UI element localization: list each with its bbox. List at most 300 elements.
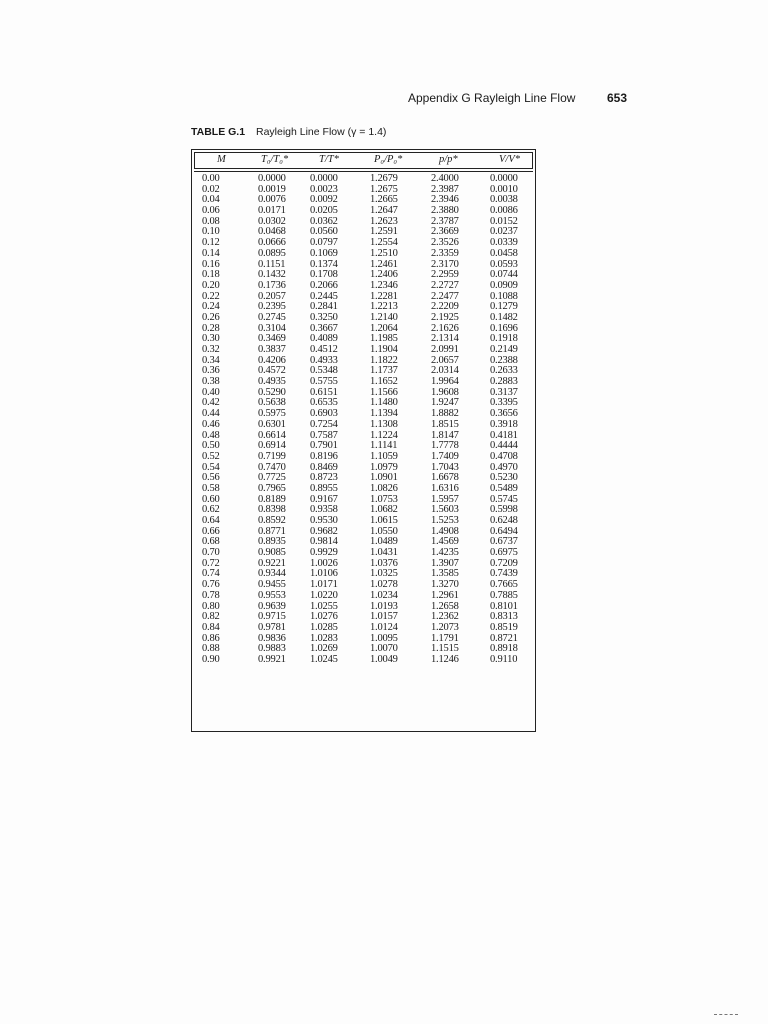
cell-mach: 0.38 xyxy=(202,376,220,388)
cell-temp-ratio: 0.0023 xyxy=(310,183,338,195)
cell-stagnation-temp-ratio: 0.9344 xyxy=(258,568,286,580)
cell-mach: 0.76 xyxy=(202,579,220,591)
cell-velocity-ratio: 0.0038 xyxy=(490,194,518,206)
running-head xyxy=(408,91,630,109)
cell-stagnation-temp-ratio: 0.3837 xyxy=(258,344,286,355)
cell-mach: 0.66 xyxy=(202,525,220,537)
cell-stagnation-temp-ratio: 0.7965 xyxy=(258,482,286,494)
cell-pressure-ratio: 1.7778 xyxy=(431,440,459,452)
cell-stagnation-temp-ratio: 0.0000 xyxy=(258,173,286,184)
cell-stagnation-pressure-ratio: 1.2623 xyxy=(370,215,398,227)
cell-mach: 0.04 xyxy=(202,194,220,206)
cell-velocity-ratio: 0.5998 xyxy=(490,504,518,516)
cell-temp-ratio: 0.3667 xyxy=(310,322,338,334)
cell-temp-ratio: 0.9358 xyxy=(310,504,338,516)
cell-pressure-ratio: 2.1626 xyxy=(431,322,459,334)
cell-temp-ratio: 0.0092 xyxy=(310,194,338,206)
cell-mach: 0.36 xyxy=(202,365,220,377)
cell-velocity-ratio: 0.7439 xyxy=(490,568,518,580)
cell-mach: 0.42 xyxy=(202,397,220,409)
cell-stagnation-temp-ratio: 0.3104 xyxy=(258,322,286,334)
table-row xyxy=(192,559,535,570)
cell-velocity-ratio: 0.8519 xyxy=(490,621,518,633)
cell-velocity-ratio: 0.4970 xyxy=(490,461,518,473)
cell-stagnation-pressure-ratio: 1.1224 xyxy=(370,429,398,441)
cell-mach: 0.00 xyxy=(202,173,220,184)
cell-velocity-ratio: 0.5489 xyxy=(490,482,518,494)
cell-velocity-ratio: 0.3656 xyxy=(490,408,518,420)
cell-pressure-ratio: 2.3946 xyxy=(431,194,459,206)
cell-stagnation-pressure-ratio: 1.0095 xyxy=(370,632,398,644)
cell-stagnation-temp-ratio: 0.9715 xyxy=(258,611,286,623)
cell-mach: 0.16 xyxy=(202,258,220,270)
cell-pressure-ratio: 1.9964 xyxy=(431,376,459,388)
cell-temp-ratio: 0.0797 xyxy=(310,237,338,249)
table-row xyxy=(192,217,535,228)
table-row xyxy=(192,334,535,345)
table-row xyxy=(192,313,535,324)
cell-stagnation-pressure-ratio: 1.2346 xyxy=(370,279,398,291)
cell-stagnation-pressure-ratio: 1.0325 xyxy=(370,568,398,580)
cell-mach: 0.20 xyxy=(202,279,220,291)
cell-mach: 0.08 xyxy=(202,215,220,227)
cell-stagnation-temp-ratio: 0.6614 xyxy=(258,429,286,441)
cell-pressure-ratio: 1.1791 xyxy=(431,632,459,644)
cell-stagnation-pressure-ratio: 1.2679 xyxy=(370,173,398,184)
cell-mach: 0.14 xyxy=(202,247,220,259)
cell-mach: 0.82 xyxy=(202,611,220,623)
cell-temp-ratio: 1.0106 xyxy=(310,568,338,580)
cell-velocity-ratio: 0.8101 xyxy=(490,600,518,612)
cell-velocity-ratio: 0.0458 xyxy=(490,247,518,259)
table-row xyxy=(192,495,535,506)
cell-stagnation-temp-ratio: 0.5638 xyxy=(258,397,286,409)
cell-velocity-ratio: 0.8313 xyxy=(490,611,518,623)
table-row xyxy=(192,655,535,666)
cell-stagnation-temp-ratio: 0.0468 xyxy=(258,226,286,238)
cell-mach: 0.22 xyxy=(202,290,220,302)
cell-temp-ratio: 0.8469 xyxy=(310,461,338,473)
table-row xyxy=(192,569,535,580)
cell-stagnation-pressure-ratio: 1.0234 xyxy=(370,589,398,601)
cell-temp-ratio: 0.8723 xyxy=(310,472,338,484)
scan-mark xyxy=(714,1014,738,1015)
cell-stagnation-pressure-ratio: 1.2140 xyxy=(370,311,398,323)
cell-pressure-ratio: 1.3907 xyxy=(431,557,459,569)
cell-stagnation-pressure-ratio: 1.1822 xyxy=(370,354,398,366)
cell-mach: 0.88 xyxy=(202,643,220,655)
cell-mach: 0.90 xyxy=(202,653,220,665)
table-row xyxy=(192,591,535,602)
cell-temp-ratio: 0.9530 xyxy=(310,515,338,526)
cell-velocity-ratio: 0.4708 xyxy=(490,450,518,462)
cell-velocity-ratio: 0.8918 xyxy=(490,643,518,655)
cell-velocity-ratio: 0.2388 xyxy=(490,354,518,366)
cell-temp-ratio: 0.5755 xyxy=(310,376,338,388)
table-title: Rayleigh Line Flow (γ = 1.4) xyxy=(255,126,387,138)
header-stagnation-pressure-ratio: P₀/P₀* xyxy=(374,154,403,165)
cell-pressure-ratio: 2.0991 xyxy=(431,344,459,355)
table-row xyxy=(192,281,535,292)
cell-temp-ratio: 0.2445 xyxy=(310,290,338,302)
cell-stagnation-temp-ratio: 0.9553 xyxy=(258,589,286,601)
cell-stagnation-temp-ratio: 0.8771 xyxy=(258,525,286,537)
cell-stagnation-pressure-ratio: 1.1904 xyxy=(370,344,398,355)
table-row xyxy=(192,366,535,377)
cell-stagnation-pressure-ratio: 1.0753 xyxy=(370,493,398,505)
cell-pressure-ratio: 2.3987 xyxy=(431,183,459,195)
cell-stagnation-pressure-ratio: 1.2554 xyxy=(370,237,398,249)
cell-temp-ratio: 0.6903 xyxy=(310,408,338,420)
cell-stagnation-pressure-ratio: 1.0070 xyxy=(370,643,398,655)
cell-velocity-ratio: 0.2149 xyxy=(490,344,518,355)
cell-stagnation-pressure-ratio: 1.2281 xyxy=(370,290,398,302)
cell-pressure-ratio: 1.6678 xyxy=(431,472,459,484)
cell-pressure-ratio: 2.2959 xyxy=(431,269,459,281)
cell-pressure-ratio: 2.2727 xyxy=(431,279,459,291)
page-number: 653 xyxy=(606,91,627,105)
cell-velocity-ratio: 0.0000 xyxy=(490,173,518,184)
cell-temp-ratio: 0.9929 xyxy=(310,547,338,559)
cell-stagnation-temp-ratio: 0.0895 xyxy=(258,247,286,259)
cell-velocity-ratio: 0.1918 xyxy=(490,333,518,345)
cell-velocity-ratio: 0.6975 xyxy=(490,547,518,559)
cell-temp-ratio: 0.1069 xyxy=(310,247,338,259)
cell-stagnation-pressure-ratio: 1.0615 xyxy=(370,515,398,526)
table-row xyxy=(192,484,535,495)
table-row xyxy=(192,185,535,196)
table-row xyxy=(192,623,535,634)
cell-stagnation-temp-ratio: 0.0019 xyxy=(258,183,286,195)
cell-velocity-ratio: 0.7885 xyxy=(490,589,518,601)
cell-stagnation-temp-ratio: 0.5290 xyxy=(258,386,286,398)
cell-velocity-ratio: 0.3137 xyxy=(490,386,518,398)
cell-pressure-ratio: 1.9608 xyxy=(431,386,459,398)
cell-temp-ratio: 0.4512 xyxy=(310,344,338,355)
cell-velocity-ratio: 0.6248 xyxy=(490,515,518,526)
cell-temp-ratio: 1.0276 xyxy=(310,611,338,623)
cell-stagnation-temp-ratio: 0.6914 xyxy=(258,440,286,452)
cell-temp-ratio: 0.7901 xyxy=(310,440,338,452)
table-row xyxy=(192,431,535,442)
cell-stagnation-pressure-ratio: 1.0049 xyxy=(370,653,398,665)
cell-mach: 0.48 xyxy=(202,429,220,441)
cell-stagnation-temp-ratio: 0.2395 xyxy=(258,301,286,313)
table-row xyxy=(192,537,535,548)
header-temp-ratio: T/T* xyxy=(319,154,339,165)
cell-temp-ratio: 1.0220 xyxy=(310,589,338,601)
cell-stagnation-pressure-ratio: 1.2675 xyxy=(370,183,398,195)
cell-stagnation-pressure-ratio: 1.2665 xyxy=(370,194,398,206)
cell-mach: 0.02 xyxy=(202,183,220,195)
cell-stagnation-temp-ratio: 0.9639 xyxy=(258,600,286,612)
table-row xyxy=(192,463,535,474)
cell-mach: 0.28 xyxy=(202,322,220,334)
cell-mach: 0.06 xyxy=(202,205,220,217)
cell-stagnation-temp-ratio: 0.9921 xyxy=(258,653,286,665)
cell-stagnation-pressure-ratio: 1.0901 xyxy=(370,472,398,484)
cell-velocity-ratio: 0.0593 xyxy=(490,258,518,270)
cell-pressure-ratio: 1.1515 xyxy=(431,643,459,655)
cell-pressure-ratio: 1.7409 xyxy=(431,450,459,462)
table-row xyxy=(192,324,535,335)
cell-stagnation-pressure-ratio: 1.0826 xyxy=(370,482,398,494)
cell-stagnation-pressure-ratio: 1.2406 xyxy=(370,269,398,281)
cell-pressure-ratio: 2.1925 xyxy=(431,311,459,323)
cell-stagnation-pressure-ratio: 1.0278 xyxy=(370,579,398,591)
cell-velocity-ratio: 0.6737 xyxy=(490,536,518,548)
table-row xyxy=(192,377,535,388)
cell-stagnation-pressure-ratio: 1.0489 xyxy=(370,536,398,548)
cell-pressure-ratio: 2.1314 xyxy=(431,333,459,345)
cell-velocity-ratio: 0.0086 xyxy=(490,205,518,217)
cell-stagnation-temp-ratio: 0.9085 xyxy=(258,547,286,559)
cell-pressure-ratio: 1.3585 xyxy=(431,568,459,580)
table-row xyxy=(192,634,535,645)
cell-pressure-ratio: 2.3359 xyxy=(431,247,459,259)
cell-mach: 0.10 xyxy=(202,226,220,238)
cell-pressure-ratio: 1.2362 xyxy=(431,611,459,623)
cell-pressure-ratio: 1.2658 xyxy=(431,600,459,612)
cell-velocity-ratio: 0.8721 xyxy=(490,632,518,644)
cell-stagnation-temp-ratio: 0.7199 xyxy=(258,450,286,462)
cell-stagnation-pressure-ratio: 1.2591 xyxy=(370,226,398,238)
cell-mach: 0.54 xyxy=(202,461,220,473)
cell-mach: 0.44 xyxy=(202,408,220,420)
cell-pressure-ratio: 1.8147 xyxy=(431,429,459,441)
cell-stagnation-pressure-ratio: 1.0550 xyxy=(370,525,398,537)
cell-mach: 0.30 xyxy=(202,333,220,345)
table-row xyxy=(192,206,535,217)
cell-temp-ratio: 0.4933 xyxy=(310,354,338,366)
cell-velocity-ratio: 0.0152 xyxy=(490,215,518,227)
cell-mach: 0.80 xyxy=(202,600,220,612)
cell-temp-ratio: 0.8196 xyxy=(310,450,338,462)
cell-temp-ratio: 1.0171 xyxy=(310,579,338,591)
cell-stagnation-temp-ratio: 0.9455 xyxy=(258,579,286,591)
cell-temp-ratio: 0.3250 xyxy=(310,311,338,323)
cell-stagnation-temp-ratio: 0.4206 xyxy=(258,354,286,366)
cell-velocity-ratio: 0.0744 xyxy=(490,269,518,281)
cell-mach: 0.70 xyxy=(202,547,220,559)
table-row xyxy=(192,227,535,238)
cell-velocity-ratio: 0.6494 xyxy=(490,525,518,537)
cell-stagnation-temp-ratio: 0.7725 xyxy=(258,472,286,484)
cell-pressure-ratio: 2.3526 xyxy=(431,237,459,249)
table-body xyxy=(192,174,535,666)
cell-velocity-ratio: 0.1482 xyxy=(490,311,518,323)
cell-temp-ratio: 0.2841 xyxy=(310,301,338,313)
cell-mach: 0.40 xyxy=(202,386,220,398)
rayleigh-table xyxy=(191,149,536,732)
cell-pressure-ratio: 1.2073 xyxy=(431,621,459,633)
header-mach: M xyxy=(217,154,226,165)
cell-temp-ratio: 1.0245 xyxy=(310,653,338,665)
cell-pressure-ratio: 1.5603 xyxy=(431,504,459,516)
cell-temp-ratio: 0.0560 xyxy=(310,226,338,238)
table-row xyxy=(192,302,535,313)
cell-velocity-ratio: 0.1279 xyxy=(490,301,518,313)
cell-temp-ratio: 0.7587 xyxy=(310,429,338,441)
table-row xyxy=(192,260,535,271)
cell-velocity-ratio: 0.5745 xyxy=(490,493,518,505)
cell-temp-ratio: 1.0283 xyxy=(310,632,338,644)
cell-velocity-ratio: 0.0010 xyxy=(490,183,518,195)
cell-stagnation-temp-ratio: 0.1736 xyxy=(258,279,286,291)
cell-stagnation-pressure-ratio: 1.0193 xyxy=(370,600,398,612)
cell-stagnation-temp-ratio: 0.1432 xyxy=(258,269,286,281)
table-row xyxy=(192,580,535,591)
cell-temp-ratio: 0.5348 xyxy=(310,365,338,377)
cell-velocity-ratio: 0.4181 xyxy=(490,429,518,441)
cell-temp-ratio: 0.0205 xyxy=(310,205,338,217)
table-row xyxy=(192,238,535,249)
cell-mach: 0.72 xyxy=(202,557,220,569)
cell-stagnation-pressure-ratio: 1.0124 xyxy=(370,621,398,633)
cell-stagnation-pressure-ratio: 1.2461 xyxy=(370,258,398,270)
cell-stagnation-temp-ratio: 0.0666 xyxy=(258,237,286,249)
cell-velocity-ratio: 0.3918 xyxy=(490,418,518,430)
cell-stagnation-temp-ratio: 0.8398 xyxy=(258,504,286,516)
cell-temp-ratio: 1.0026 xyxy=(310,557,338,569)
table-row xyxy=(192,441,535,452)
cell-stagnation-temp-ratio: 0.6301 xyxy=(258,418,286,430)
table-row xyxy=(192,602,535,613)
cell-velocity-ratio: 0.1696 xyxy=(490,322,518,334)
cell-mach: 0.46 xyxy=(202,418,220,430)
cell-stagnation-pressure-ratio: 1.1141 xyxy=(370,440,398,452)
table-row xyxy=(192,420,535,431)
cell-stagnation-pressure-ratio: 1.0376 xyxy=(370,557,398,569)
cell-pressure-ratio: 1.9247 xyxy=(431,397,459,409)
cell-temp-ratio: 1.0285 xyxy=(310,621,338,633)
cell-mach: 0.64 xyxy=(202,515,220,526)
cell-stagnation-temp-ratio: 0.9221 xyxy=(258,557,286,569)
cell-mach: 0.24 xyxy=(202,301,220,313)
table-row xyxy=(192,270,535,281)
cell-stagnation-pressure-ratio: 1.0682 xyxy=(370,504,398,516)
cell-mach: 0.56 xyxy=(202,472,220,484)
cell-temp-ratio: 1.0255 xyxy=(310,600,338,612)
cell-temp-ratio: 0.9167 xyxy=(310,493,338,505)
cell-stagnation-pressure-ratio: 1.2064 xyxy=(370,322,398,334)
cell-pressure-ratio: 1.5957 xyxy=(431,493,459,505)
cell-stagnation-temp-ratio: 0.0171 xyxy=(258,205,286,217)
cell-pressure-ratio: 2.0314 xyxy=(431,365,459,377)
table-header xyxy=(194,152,533,169)
header-pressure-ratio: p/p* xyxy=(439,154,458,165)
cell-mach: 0.74 xyxy=(202,568,220,580)
header-velocity-ratio: V/V* xyxy=(499,154,520,165)
cell-stagnation-pressure-ratio: 1.1985 xyxy=(370,333,398,345)
cell-stagnation-pressure-ratio: 1.2647 xyxy=(370,205,398,217)
table-caption xyxy=(191,126,386,138)
cell-pressure-ratio: 2.3787 xyxy=(431,215,459,227)
cell-pressure-ratio: 1.4569 xyxy=(431,536,459,548)
cell-stagnation-temp-ratio: 0.9883 xyxy=(258,643,286,655)
cell-mach: 0.34 xyxy=(202,354,220,366)
table-row xyxy=(192,516,535,527)
cell-velocity-ratio: 0.2883 xyxy=(490,376,518,388)
table-row xyxy=(192,345,535,356)
cell-velocity-ratio: 0.9110 xyxy=(490,653,518,665)
cell-stagnation-temp-ratio: 0.9781 xyxy=(258,621,286,633)
cell-temp-ratio: 0.9814 xyxy=(310,536,338,548)
cell-pressure-ratio: 2.2477 xyxy=(431,290,459,302)
cell-stagnation-temp-ratio: 0.8935 xyxy=(258,536,286,548)
cell-stagnation-pressure-ratio: 1.1308 xyxy=(370,418,398,430)
cell-stagnation-pressure-ratio: 1.2510 xyxy=(370,247,398,259)
table-label: TABLE G.1 xyxy=(191,126,246,138)
cell-stagnation-pressure-ratio: 1.0431 xyxy=(370,547,398,559)
cell-stagnation-pressure-ratio: 1.1652 xyxy=(370,376,398,388)
table-row xyxy=(192,452,535,463)
cell-temp-ratio: 0.1708 xyxy=(310,269,338,281)
cell-stagnation-temp-ratio: 0.0302 xyxy=(258,215,286,227)
cell-stagnation-temp-ratio: 0.0076 xyxy=(258,194,286,206)
table-row xyxy=(192,548,535,559)
cell-stagnation-pressure-ratio: 1.1059 xyxy=(370,450,398,462)
table-row xyxy=(192,505,535,516)
cell-stagnation-temp-ratio: 0.8189 xyxy=(258,493,286,505)
cell-stagnation-pressure-ratio: 1.1566 xyxy=(370,386,398,398)
cell-pressure-ratio: 1.8882 xyxy=(431,408,459,420)
cell-velocity-ratio: 0.7665 xyxy=(490,579,518,591)
table-row xyxy=(192,409,535,420)
cell-mach: 0.26 xyxy=(202,311,220,323)
cell-mach: 0.86 xyxy=(202,632,220,644)
table-row xyxy=(192,292,535,303)
cell-stagnation-temp-ratio: 0.4572 xyxy=(258,365,286,377)
cell-pressure-ratio: 1.2961 xyxy=(431,589,459,601)
table-row xyxy=(192,249,535,260)
cell-temp-ratio: 0.6535 xyxy=(310,397,338,409)
cell-pressure-ratio: 1.5253 xyxy=(431,515,459,526)
cell-temp-ratio: 0.9682 xyxy=(310,525,338,537)
cell-stagnation-temp-ratio: 0.3469 xyxy=(258,333,286,345)
cell-stagnation-temp-ratio: 0.9836 xyxy=(258,632,286,644)
cell-velocity-ratio: 0.3395 xyxy=(490,397,518,409)
cell-velocity-ratio: 0.5230 xyxy=(490,472,518,484)
cell-temp-ratio: 0.6151 xyxy=(310,386,338,398)
cell-mach: 0.52 xyxy=(202,450,220,462)
table-row xyxy=(192,174,535,185)
cell-pressure-ratio: 1.4908 xyxy=(431,525,459,537)
cell-velocity-ratio: 0.2633 xyxy=(490,365,518,377)
table-row xyxy=(192,644,535,655)
cell-pressure-ratio: 2.3880 xyxy=(431,205,459,217)
cell-mach: 0.68 xyxy=(202,536,220,548)
cell-stagnation-temp-ratio: 0.8592 xyxy=(258,515,286,526)
cell-mach: 0.60 xyxy=(202,493,220,505)
cell-velocity-ratio: 0.1088 xyxy=(490,290,518,302)
cell-temp-ratio: 1.0269 xyxy=(310,643,338,655)
table-row xyxy=(192,195,535,206)
cell-stagnation-temp-ratio: 0.4935 xyxy=(258,376,286,388)
cell-stagnation-pressure-ratio: 1.2213 xyxy=(370,301,398,313)
cell-velocity-ratio: 0.0909 xyxy=(490,279,518,291)
table-row xyxy=(192,388,535,399)
cell-pressure-ratio: 1.7043 xyxy=(431,461,459,473)
cell-stagnation-temp-ratio: 0.2745 xyxy=(258,311,286,323)
cell-temp-ratio: 0.2066 xyxy=(310,279,338,291)
cell-temp-ratio: 0.4089 xyxy=(310,333,338,345)
cell-velocity-ratio: 0.4444 xyxy=(490,440,518,452)
cell-pressure-ratio: 1.1246 xyxy=(431,653,459,665)
cell-velocity-ratio: 0.0339 xyxy=(490,237,518,249)
cell-pressure-ratio: 2.2209 xyxy=(431,301,459,313)
cell-mach: 0.32 xyxy=(202,344,220,355)
